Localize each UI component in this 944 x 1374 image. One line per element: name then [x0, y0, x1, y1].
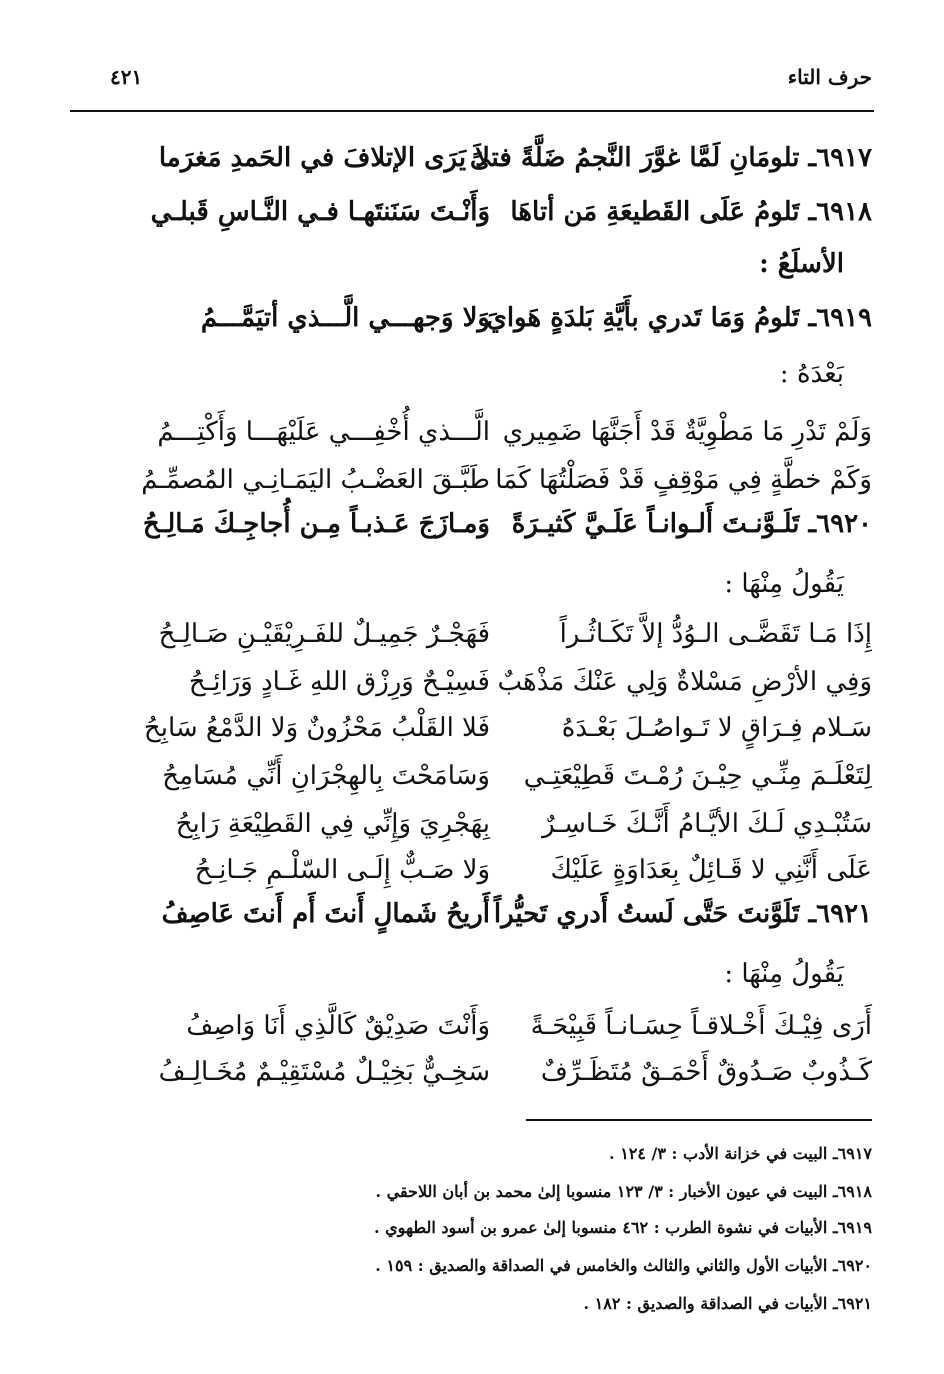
verse-first-hemistich: ٦٩٢٠ـ تَلَـوَّنـتَ أَلـوانـاً عَلَـيَّ كَثيـرَةً	[511, 509, 872, 539]
page-number: ٤٢١	[110, 65, 143, 89]
verse-first-hemistich: إِذَا مَـا تَقَضَّـى الـوُدُّ إلاَّ تَكَـاثُـراً	[559, 619, 872, 649]
verse-first-hemistich: وَلَمْ تَدْرِ مَا مَطْوِيَّةٌ قَدْ أَجَنَّهَا ضَمِيري	[502, 417, 872, 447]
verse-second-hemistich: طَبَّـقَ العَضْـبُ اليَمَـانِـي المُصمِّـمُ	[141, 465, 490, 495]
footnote: ٦٩١٨ـ البيت في عيون الأخبار : ٣/ ١٢٣ منسوبا إلىٰ محمد بن أبان اللاحقي .	[375, 1182, 872, 1201]
verse-second-hemistich: وَلا وَجهـــي الَّـــذي أتيَمَّـــمُ	[200, 303, 490, 333]
verse-first-hemistich: ٦٩١٩ـ تَلومُ وَمَا تَدري بأَيَّةِ بَلدَةٍ هَوايَ	[486, 303, 872, 333]
footnote: ٦٩٢١ـ الأبيات في الصداقة والصديق : ١٨٢ .	[583, 1294, 872, 1313]
verse-first-hemistich: سَتُبْـدِي لَـكَ الأيَّـامُ أَنَّـكَ خَـاسِـرٌ	[542, 809, 872, 839]
verse-second-hemistich: لاَ يَرَى الإتلافَ في الحَمدِ مَغرَما	[158, 143, 490, 173]
verse-second-hemistich: بِهَجْرِيَ وَإِنِّي فِي القَطِيْعَةِ رَابِحُ	[175, 809, 490, 839]
verse-second-hemistich: وَسَامَحْتَ بِالهِجْرَانِ أَنِّي مُسَامِحُ	[162, 761, 490, 791]
footnote: ٦٩١٩ـ الأبيات في نشوة الطرب : ٤٦٢ منسوبا إلىٰ عمرو بن أسود الطهوي .	[374, 1218, 872, 1237]
verse-second-hemistich: وَمـازَجَ عَـذبـاً مِـن أُجاجِـكَ مَـالِـحُ	[142, 509, 490, 539]
poet-name: الأسلَعُ :	[759, 249, 844, 279]
verse-second-hemistich: وَلا صَـبٌّ إِلَـى السّلْـمِ جَـانِـحُ	[194, 855, 490, 885]
verse-first-hemistich: وَفِي الأرْضِ مَسْلاةٌ وَلِي عَنْكَ مَذْهَبٌ	[497, 667, 872, 697]
verse-first-hemistich: كَـذُوبٌ صَـدُوقٌ أَحْمَـقٌ مُتَظَـرِّفٌ	[540, 1057, 872, 1087]
verse-first-hemistich: لِتَعْلَـمَ مِنِّـي حِيْـنَ رُمْـتَ قَطِيْعَتِـي	[523, 761, 872, 791]
verse-first-hemistich: أَرَى فِيْـكَ أَخْـلاقـاً حِسَـانـاً قَبِيْحَـةً	[530, 1011, 872, 1041]
verse-second-hemistich: فَلا القَلْبُ مَحْزُونٌ وَلا الدَّمْعُ سَابِحُ	[143, 713, 490, 743]
verse-second-hemistich: وَأَنْتَ صَدِيْقٌ كَالَّذِي أَنَا وَاصِفُ	[186, 1011, 490, 1041]
verse-first-hemistich: وَكَمْ خطَّةٍ فِي مَوْقِفٍ قَدْ فَصَلْتُهَا كَمَا	[495, 465, 872, 495]
verse-first-hemistich: ٦٩٢١ـ تَلَوَّنتَ حَتَّى لَستُ أَدري تَحيُّراً	[493, 899, 872, 929]
footnote-rule	[526, 1119, 872, 1121]
verse-first-hemistich: ٦٩١٧ـ تلومَانِ لَمَّا غوَّرَ النَّجمُ ضَلَّةً فتىً	[469, 143, 872, 173]
running-header-title: حرف التاء	[787, 65, 872, 89]
verse-second-hemistich: فَسِيْـحٌ وَرِزْق اللهِ غَـادٍ وَرَائِـحُ	[188, 667, 490, 697]
section-cue: يَقُولُ مِنْهَا :	[724, 959, 844, 989]
verse-second-hemistich: سَخِـيٌّ بَخِيْـلٌ مُسْتَقِيْـمٌ مُخَـالِـفُ	[158, 1057, 490, 1087]
footnote: ٦٩٢٠ـ الأبيات الأول والثاني والثالث والخامس في الصداقة والصديق : ١٥٩ .	[375, 1256, 872, 1275]
verse-second-hemistich: فَهَجْـرٌ جَمِيـلٌ للفَـرِيْقَيْـنِ صَـالِـحُ	[158, 619, 490, 649]
verse-second-hemistich: أَريحُ شَمالٍ أَنتَ أَم أَنتَ عَاصِفُ	[161, 899, 490, 929]
section-cue: يَقُولُ مِنْهَا :	[724, 569, 844, 599]
section-cue: بَعْدَهُ :	[779, 359, 844, 389]
verse-first-hemistich: سَـلام فِـرَاقٍ لا تَـواصُـلَ بَعْـدَهُ	[561, 713, 872, 743]
verse-first-hemistich: ٦٩١٨ـ تَلومُ عَلَى القَطيعَةِ مَن أتاهَا	[510, 197, 872, 227]
verse-first-hemistich: عَلَى أَنَّنِي لا قَـائِلٌ بِعَدَاوَةٍ عَلَيْكَ	[550, 855, 872, 885]
verse-second-hemistich: الَّـــذي أُخْفِـــي عَلَيْهَـــا وَأَكْتِـــمُ	[157, 417, 490, 447]
verse-second-hemistich: وَأَنْـتَ سَنَنتَهـا فـي النَّـاسِ قَبلـي	[150, 197, 490, 227]
footnote: ٦٩١٧ـ البيت في خزانة الأدب : ٣/ ١٢٤ .	[609, 1144, 872, 1163]
header-rule	[70, 110, 874, 112]
